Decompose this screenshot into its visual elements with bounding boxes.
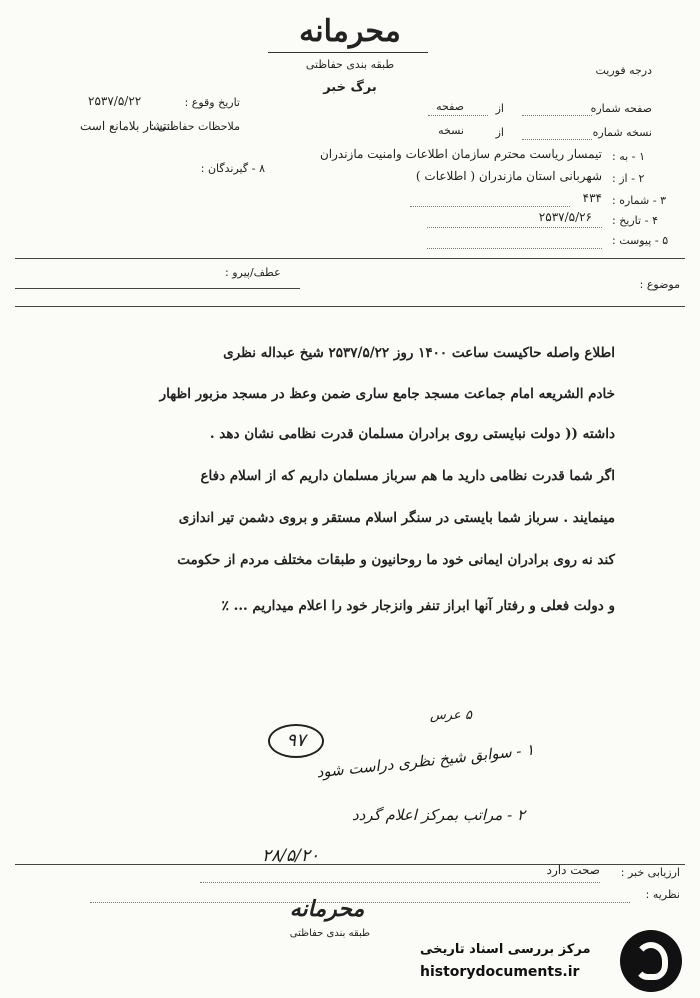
copy-of-label: از <box>495 126 504 139</box>
header-divider <box>15 258 685 259</box>
document-title: برگ خبر <box>323 80 377 95</box>
handwritten-top-note: ۵ عرس <box>430 708 472 723</box>
recipients-label: ۸ - گیرندگان : <box>200 162 265 175</box>
evaluation-value: صحت دارد <box>546 863 600 877</box>
archive-name: مرکز بررسی اسناد تاریخی <box>420 942 591 957</box>
page-label: صفحه <box>436 100 464 113</box>
body-line-2: خادم الشریعه امام جماعت مسجد جامع ساری ضمن وعظ در مسجد مزبور اظهار <box>159 386 615 402</box>
archive-url: historydocuments.ir <box>420 964 580 980</box>
copy-number-label: نسخه شماره <box>592 126 652 139</box>
classification-subtitle-top: طبقه بندی حفاظتی <box>305 58 395 71</box>
reference-line <box>15 288 300 289</box>
page-of-label: از <box>495 102 504 115</box>
subject-divider <box>15 306 685 307</box>
date-label: ۴ - تاریخ : <box>612 214 658 227</box>
body-line-6: کند نه روی برادران ایمانی خود ما روحانیون و طبقات مختلف مردم از حکومت <box>177 552 615 568</box>
from-value: شهربانی استان مازندران ( اطلاعات ) <box>415 169 602 183</box>
handwritten-instruction-2: ۲ - مراتب بمرکز اعلام گردد <box>351 806 525 824</box>
handwritten-circled-number: ۹۷ <box>268 724 324 758</box>
evaluation-label: ارزیابی خبر : <box>620 866 680 879</box>
body-line-4: اگر شما قدرت نظامی دارید ما هم سرباز مسلمان داریم که از اسلام دفاع <box>200 468 615 484</box>
classification-underline <box>268 52 428 53</box>
subject-label: موضوع : <box>639 278 680 291</box>
copy-label: نسخه <box>438 124 464 137</box>
classification-stamp-bottom: محرمانه <box>289 896 365 922</box>
security-note-value: انتشار بلامانع است <box>80 119 174 133</box>
archive-logo-icon <box>620 930 682 992</box>
security-note-label: ملاحظات حفاظتی : <box>150 120 240 133</box>
body-line-5: مینمایند . سرباز شما بایستی در سنگر اسلام مستقر و بروی دشمن تیر اندازی <box>178 510 615 526</box>
to-value: تیمسار ریاست محترم سازمان اطلاعات وامنیت مازندران <box>319 147 602 161</box>
event-date-label: تاریخ وقوع : <box>184 96 240 109</box>
body-line-3: داشته (( دولت نبایستی روی برادران مسلمان قدرت نظامی نشان دهد . <box>209 426 615 442</box>
to-label: ۱ - به : <box>612 150 646 163</box>
body-line-1: اطلاع واصله حاکیست ساعت ۱۴۰۰ روز ۲۵۳۷/۵/۲۲ شیخ عبداله نظری <box>223 345 615 361</box>
attachment-label: ۵ - پیوست : <box>612 234 669 247</box>
reference-label: عطف/پیرو : <box>225 266 281 279</box>
opinion-label: نظریه : <box>645 888 680 901</box>
number-value: ۴۳۴ <box>582 191 602 205</box>
classification-stamp-top: محرمانه <box>299 14 401 49</box>
page-number-label: صفحه شماره <box>590 102 652 115</box>
body-line-7: و دولت فعلی و رفتار آنها ابراز تنفر وانزجار خود را اعلام میداریم ... ٪ <box>221 598 615 614</box>
handwritten-date: ۲۸/۵/۲۰ <box>262 846 320 866</box>
classification-subtitle-bottom: طبقه بندی حفاظتی <box>289 928 370 939</box>
handwritten-instruction-1: ۱ - سوابق شیخ نظری دراست شود <box>316 740 536 782</box>
priority-label: درجه فوریت <box>595 64 652 77</box>
number-label: ۳ - شماره : <box>612 194 667 207</box>
from-label: ۲ - از : <box>612 172 645 185</box>
event-date-value: ۲۵۳۷/۵/۲۲ <box>88 94 142 108</box>
date-value: ۲۵۳۷/۵/۲۶ <box>538 210 592 224</box>
